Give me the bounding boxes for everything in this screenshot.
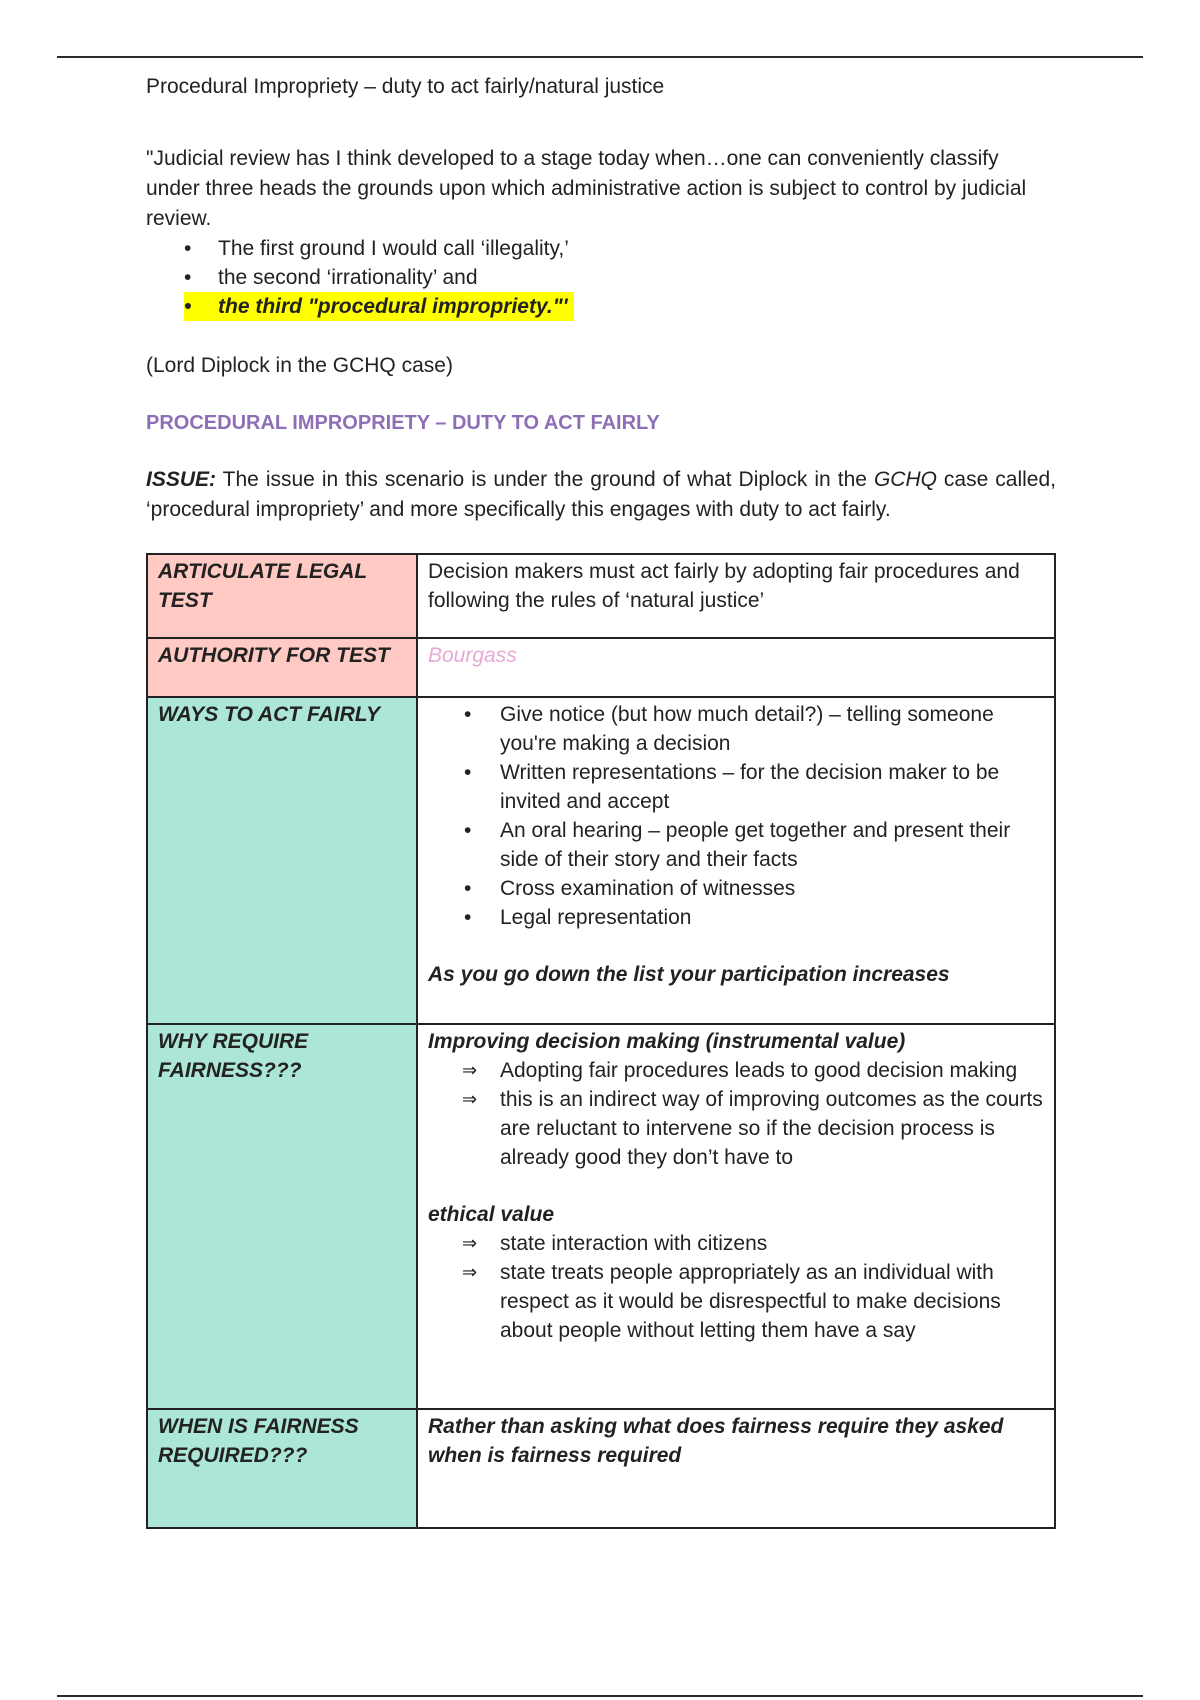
- highlighted-list-item: • the third "procedural impropriety."': [184, 292, 574, 321]
- row-label-ways: WAYS TO ACT FAIRLY: [147, 697, 417, 1024]
- list-item: • Written representations – for the decision maker to be invited and accept: [464, 758, 1044, 816]
- document-title: Procedural Impropriety – duty to act fairly/natural justice: [146, 75, 665, 98]
- issue-paragraph: [146, 465, 1056, 525]
- ways-list: [464, 700, 1044, 932]
- row-label-when: WHEN IS FAIRNESS REQUIRED???: [147, 1409, 417, 1528]
- top-rule: [57, 56, 1143, 58]
- document-body: [146, 72, 1056, 1529]
- table-row: [147, 1024, 1055, 1409]
- row-label-test: ARTICULATE LEGAL TEST: [147, 554, 417, 638]
- list-item: • An oral hearing – people get together and present their side of their story and their facts: [464, 816, 1044, 874]
- list-item: • Legal representation: [464, 903, 1044, 932]
- row-value-test: Decision makers must act fairly by adopting fair procedures and following the rules of ‘natural justice’: [417, 554, 1055, 638]
- list-item: • Give notice (but how much detail?) – telling someone you're making a decision: [464, 700, 1044, 758]
- case-name: GCHQ: [873, 468, 937, 491]
- analysis-table: [146, 553, 1056, 1529]
- quote-attribution: (Lord Diplock in the GCHQ case): [146, 354, 453, 377]
- row-label-why: WHY REQUIRE FAIRNESS???: [147, 1024, 417, 1409]
- list-item: ⇒ this is an indirect way of improving outcomes as the courts are reluctant to intervene so if the decision process is already good they don’t have to: [464, 1085, 1044, 1172]
- authority-case-link: Bourgass: [428, 644, 517, 667]
- row-value-authority: [417, 638, 1055, 697]
- list-item: • The first ground I would call ‘illegality,’: [184, 234, 1056, 263]
- bottom-rule: [57, 1695, 1143, 1697]
- issue-text-2: case called, ‘procedural impropriety’ and more specifically this engages with duty to act fairly.: [146, 468, 1056, 521]
- section-heading: PROCEDURAL IMPROPRIETY – DUTY TO ACT FAIRLY: [146, 412, 660, 434]
- diplock-quote: "Judicial review has I think developed to a stage today when…one can conveniently classify under three heads the grounds upon which administrative action is subject to control by judicial review.: [146, 147, 1027, 230]
- table-row: [147, 638, 1055, 697]
- list-item: • the second ‘irrationality’ and: [184, 263, 1056, 292]
- list-item: ⇒ state treats people appropriately as an individual with respect as it would be disrespectful to make decisions about people without letting them have a say: [464, 1258, 1044, 1345]
- row-value-ways: [417, 697, 1055, 1024]
- issue-text-1: The issue in this scenario is under the ground of what Diplock in the: [216, 468, 874, 491]
- row-value-why: [417, 1024, 1055, 1409]
- table-row: [147, 554, 1055, 638]
- ethical-heading: ethical value: [428, 1203, 555, 1226]
- ways-note: As you go down the list your participation increases: [428, 963, 950, 986]
- table-row: [147, 697, 1055, 1024]
- ethical-list: [464, 1229, 1044, 1345]
- quote-bullets: [184, 234, 1056, 321]
- row-label-authority: AUTHORITY FOR TEST: [147, 638, 417, 697]
- list-item: ⇒ state interaction with citizens: [464, 1229, 1044, 1258]
- list-item: • Cross examination of witnesses: [464, 874, 1044, 903]
- list-item: ⇒ Adopting fair procedures leads to good decision making: [464, 1056, 1044, 1085]
- row-value-when: Rather than asking what does fairness require they asked when is fairness required: [417, 1409, 1055, 1528]
- instrumental-heading: Improving decision making (instrumental value): [428, 1030, 906, 1053]
- instrumental-list: [464, 1056, 1044, 1172]
- table-row: [147, 1409, 1055, 1528]
- issue-label: ISSUE:: [146, 468, 217, 491]
